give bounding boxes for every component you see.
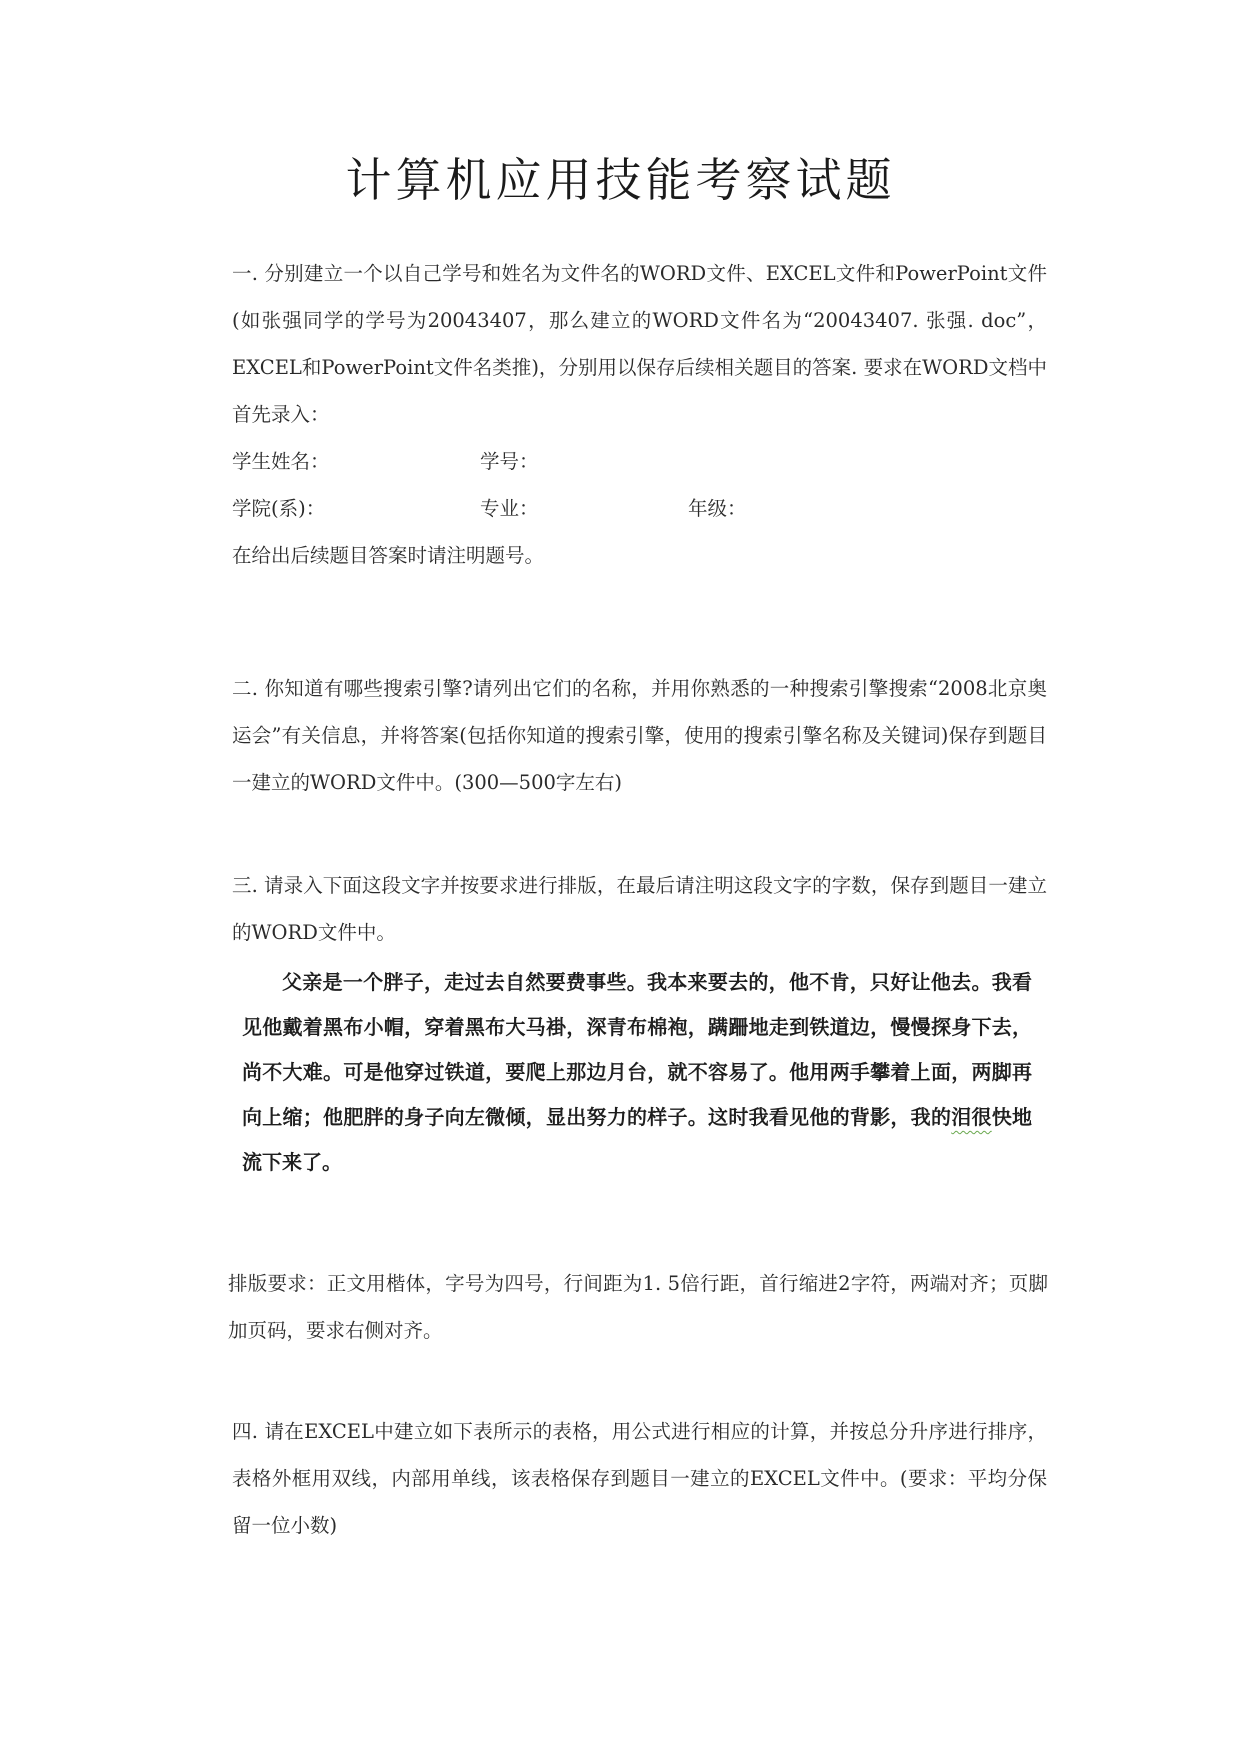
passage-text-end: 快地流下来了。 [242,1105,1033,1174]
formatting-requirements-text: 排版要求：正文用楷体，字号为四号，行间距为1. 5倍行距，首行缩进2字符，两端对齐；页脚加页码，要求右侧对齐。 [228,1272,1048,1342]
passage-text: 父亲是一个胖子，走过去自然要费事些。我本来要去的，他不肯，只好让他去。我看见他戴着黑布小帽，穿着黑布大马褂，深青布棉袍，蹒跚地走到铁道边，慢慢探身下去，尚不大难。可是他穿过铁道，要爬上那边月台，就不容易了。他用两手攀着上面，两脚再向上缩；他肥胖的身子向左微倾，显出努力的样子。这时我看见他的背影，我的 [242,970,1032,1129]
question-4-text: 四. 请在EXCEL中建立如下表所示的表格，用公式进行相应的计算，并按总分升序进行排序，表格外框用双线，内部用单线，该表格保存到题目一建立的EXCEL文件中。(要求：平均分保留一位小数) [232,1420,1047,1537]
spellcheck-marked-text: 泪很 [951,1105,992,1129]
document-title: 计算机应用技能考察试题 [345,153,896,207]
student-name-label: 学生姓名： [232,450,330,473]
department-label: 学院(系)： [232,497,326,520]
formatting-requirements [228,1260,1048,1354]
question-3 [232,862,1047,956]
question-1 [232,250,1047,579]
question-1-note: 在给出后续题目答案时请注明题号。 [232,544,545,567]
student-id-label: 学号： [480,450,539,473]
question-2-text: 二. 你知道有哪些搜索引擎?请列出它们的名称，并用你熟悉的一种搜索引擎搜索“2008北京奥运会”有关信息，并将答案(包括你知道的搜索引擎，使用的搜索引擎名称及关键词)保存到题目一建立的WORD文件中。(300—500字左右) [232,677,1047,794]
grade-label: 年级： [688,497,747,520]
question-3-text: 三. 请录入下面这段文字并按要求进行排版，在最后请注明这段文字的字数，保存到题目一建立的WORD文件中。 [232,874,1047,944]
info-fields-row-1 [232,438,1047,485]
passage-excerpt [242,960,1032,1185]
question-4 [232,1408,1047,1549]
major-label: 专业： [480,497,539,520]
question-1-text: 一. 分别建立一个以自己学号和姓名为文件名的WORD文件、EXCEL文件和PowerPoint文件(如张强同学的学号为20043407，那么建立的WORD文件名为“20043407. 张强. doc”，EXCEL和PowerPoint文件名类推)，分别用以保存后续相关题目的答案. 要求在WORD文档中首先录入： [232,262,1047,426]
question-2 [232,665,1047,806]
info-fields-row-2 [232,485,1047,532]
